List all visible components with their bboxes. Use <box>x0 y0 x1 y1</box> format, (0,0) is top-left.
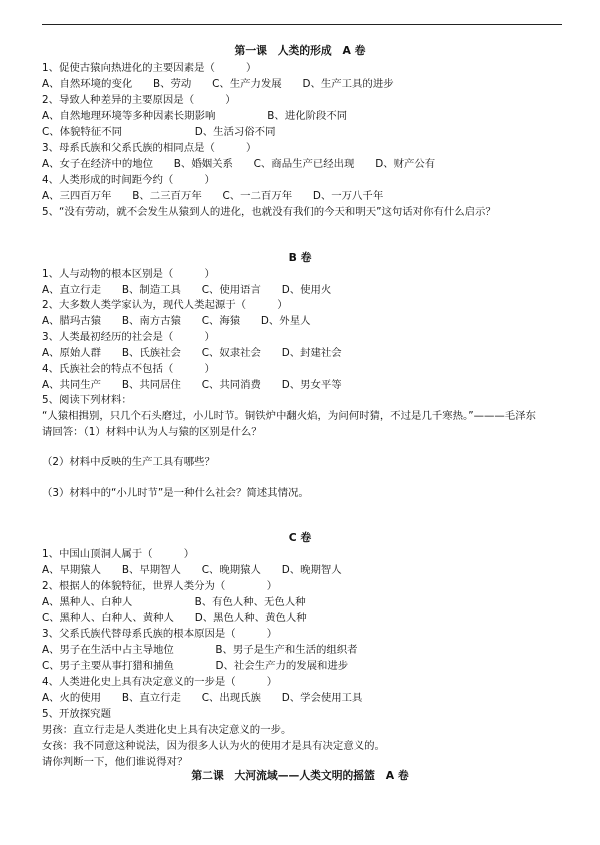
question-line: 3、父系氏族代替母系氏族的根本原因是（ ） <box>42 628 278 640</box>
options-line: A、火的使用 B、直立行走 C、出现氏族 D、学会使用工具 <box>42 692 363 704</box>
options-line: A、自然地理环境等多种因素长期影响 B、进化阶段不同 <box>42 110 348 122</box>
question-line: 4、人类形成的时间距今约（ ） <box>42 174 215 186</box>
question-line: 3、母系氏族和父系氏族的相同点是（ ） <box>42 142 257 154</box>
header-rule <box>42 24 562 25</box>
question-line: 1、促使古猿向热进化的主要因素是（ ） <box>42 62 257 74</box>
options-line: A、共同生产 B、共同居住 C、共同消费 D、男女平等 <box>42 379 342 391</box>
question-line: 2、导致人种差异的主要原因是（ ） <box>42 94 236 106</box>
question-line: 5、“没有劳动，就不会发生从猿到人的进化，也就没有我们的今天和明天”这句话对你有什么启示？ <box>42 206 496 218</box>
options-line: A、直立行走 B、制造工具 C、使用语言 D、使用火 <box>42 284 332 296</box>
question-line: 2、大多数人类学家认为，现代人类起源于（ ） <box>42 299 288 311</box>
question-line: 1、中国山顶洞人属于（ ） <box>42 548 195 560</box>
options-line: A、女子在经济中的地位 B、婚姻关系 C、商品生产已经出现 D、财产公有 <box>42 158 436 170</box>
question-line: 1、人与动物的根本区别是（ ） <box>42 268 215 280</box>
sub-question-line: （2）材料中反映的生产工具有哪些？ <box>42 456 215 468</box>
options-line: A、早期猿人 B、早期智人 C、晚期猿人 D、晚期智人 <box>42 564 342 576</box>
options-line: A、自然环境的变化 B、劳动 C、生产力发展 D、生产工具的进步 <box>42 78 394 90</box>
section-title-lesson1-a: 第一课 人类的形成 A 卷 <box>234 44 366 57</box>
dialogue-line: 男孩：直立行走是人类进化史上具有决定意义的一步。 <box>42 724 292 736</box>
question-line: 2、根据人的体貌特征，世界人类分为（ ） <box>42 580 278 592</box>
section-title-c: C 卷 <box>288 531 312 544</box>
section-title-lesson2-a: 第二课 大河流域——人类文明的摇篮 A 卷 <box>191 769 409 782</box>
question-line: 3、人类最初经历的社会是（ ） <box>42 331 215 343</box>
question-line: 5、开放探究题 <box>42 708 111 720</box>
question-line: 5、阅读下列材料： <box>42 394 132 406</box>
question-line: 4、氏族社会的特点不包括（ ） <box>42 363 215 375</box>
options-line: A、原始人群 B、氏族社会 C、奴隶社会 D、封建社会 <box>42 347 342 359</box>
sub-question-line: 请回答：（1）材料中认为人与猿的区别是什么？ <box>42 426 262 438</box>
options-line: A、腊玛古猿 B、南方古猿 C、海猿 D、外星人 <box>42 315 311 327</box>
options-line: A、男子在生活中占主导地位 B、男子是生产和生活的组织者 <box>42 644 358 656</box>
options-line: A、黑种人、白种人 B、有色人种、无色人种 <box>42 596 306 608</box>
options-line: C、体貌特征不同 D、生活习俗不同 <box>42 126 276 138</box>
section-title-b: B 卷 <box>288 251 312 264</box>
sub-question-line: （3）材料中的“小儿时节”是一种什么社会？简述其情况。 <box>42 487 309 499</box>
material-quote: “人猿相揖别，只几个石头磨过，小儿时节。铜铁炉中翻火焰，为问何时猜，不过是几千寒热。”———毛泽东 <box>42 410 536 422</box>
question-line: 4、人类进化史上具有决定意义的一步是（ ） <box>42 676 278 688</box>
dialogue-line: 女孩：我不同意这种说法，因为很多人认为火的使用才是具有决定意义的。 <box>42 740 385 752</box>
options-line: C、黑种人、白种人、黄种人 D、黑色人种、黄色人种 <box>42 612 307 624</box>
options-line: A、三四百万年 B、二三百万年 C、一二百万年 D、一万八千年 <box>42 190 384 202</box>
question-line: 请你判断一下，他们谁说得对？ <box>42 756 188 768</box>
options-line: C、男子主要从事打猎和捕鱼 D、社会生产力的发展和进步 <box>42 660 349 672</box>
